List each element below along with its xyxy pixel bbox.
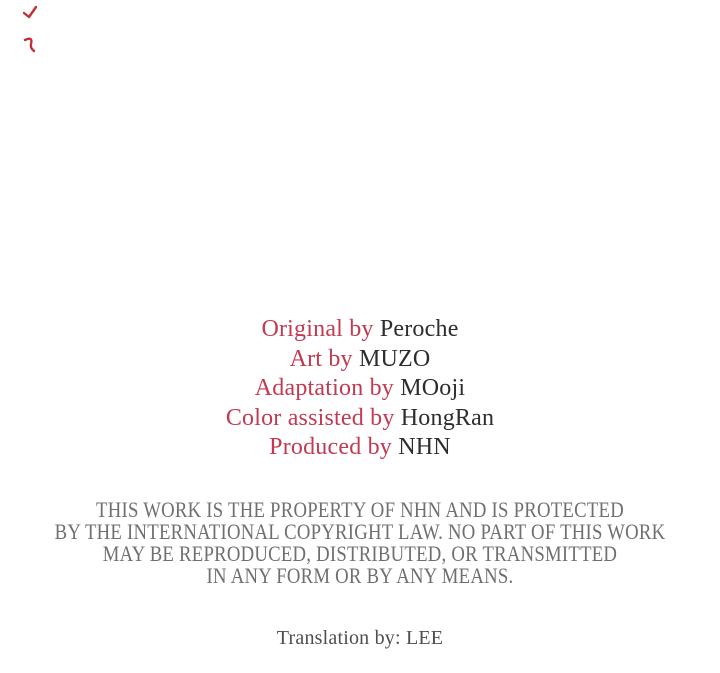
translation-label: Translation by: bbox=[276, 627, 401, 649]
credit-line-art bbox=[0, 345, 720, 375]
credit-name: Peroche bbox=[379, 316, 459, 342]
credits-block bbox=[0, 315, 720, 463]
credit-role: Adaptation by bbox=[254, 375, 395, 401]
credit-line-original bbox=[0, 315, 720, 345]
credit-line-adaptation bbox=[0, 374, 720, 404]
copyright-line: IN ANY FORM OR BY ANY MEANS. bbox=[206, 563, 514, 588]
translator-name: LEE bbox=[405, 627, 444, 649]
credit-line-color bbox=[0, 404, 720, 434]
credit-name: HongRan bbox=[400, 404, 495, 431]
credit-name: NHN bbox=[398, 434, 451, 460]
copyright-notice bbox=[54, 499, 666, 587]
copyright-line: MAY BE REPRODUCED, DISTRIBUTED, OR TRANSMITTED bbox=[102, 541, 618, 566]
credit-role: Produced by bbox=[269, 434, 393, 460]
credit-role: Art by bbox=[289, 345, 353, 372]
translation-credit bbox=[0, 626, 720, 650]
credit-name: MOoji bbox=[400, 375, 466, 401]
credit-role: Color assisted by bbox=[225, 404, 395, 431]
credit-role: Original by bbox=[261, 316, 374, 342]
copyright-line: BY THE INTERNATIONAL COPYRIGHT LAW. NO PART OF THIS WORK bbox=[54, 519, 666, 544]
credit-name: MUZO bbox=[358, 345, 431, 372]
red-scribble-marks-icon bbox=[20, 4, 46, 54]
credit-line-produced bbox=[0, 433, 720, 463]
copyright-line: THIS WORK IS THE PROPERTY OF NHN AND IS PROTECTED bbox=[96, 497, 624, 522]
